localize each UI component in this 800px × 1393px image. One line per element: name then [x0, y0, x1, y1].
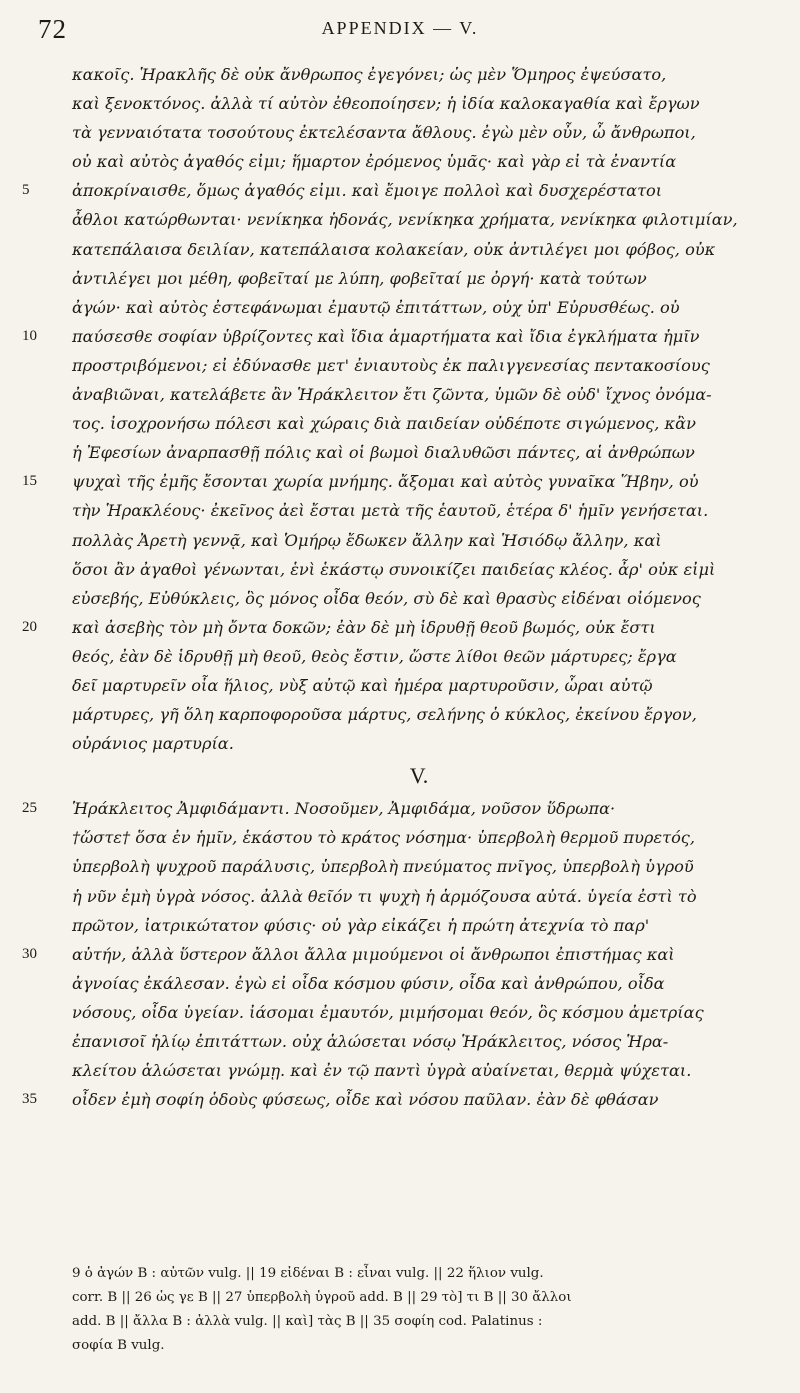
line-text: ἆθλοι κατώρθωνται· νενίκηκα ἡδονάς, νενίκηκα χρήματα, νενίκηκα φιλοτιμίαν,	[72, 210, 738, 230]
main-text	[22, 60, 766, 1114]
line-text: νόσους, οἶδα ὑγείαν. ἰάσομαι ἐμαυτόν, μιμήσομαι θεόν, ὃς κόσμου ἀμετρίας	[72, 1002, 704, 1022]
line-text: ὅσοι ἂν ἀγαθοὶ γένωνται, ἑνὶ ἑκάστῳ συνοικίζει παιδείας κλέος. ἆρ' οὐκ εἰμὶ	[72, 559, 716, 579]
line-text: εὐσεβής, Εὐθύκλεις, ὃς μόνος οἶδα θεόν, σὺ δὲ καὶ θρασὺς εἰδέναι οἰόμενος	[72, 588, 701, 608]
text-line	[72, 998, 766, 1027]
letter-iv-text	[22, 60, 766, 758]
line-text: ἡ Ἐφεσίων ἀναρπασθῇ πόλις καὶ οἱ βωμοὶ διαλυθῶσι πάντες, αἱ ἀνθρώπων	[72, 443, 695, 463]
text-line	[22, 613, 766, 642]
page-number: 72	[38, 14, 67, 44]
text-line	[72, 911, 766, 940]
line-text: τὰ γενναιότατα τοσούτους ἐκτελέσαντα ἄθλους. ἐγὼ μὲν οὖν, ὦ ἄνθρωποι,	[72, 123, 696, 143]
footnote-line: add. B || ἄλλα B : ἀλλὰ vulg. || καὶ] τὰς B || 35 σοφίη cod. Palatinus :	[72, 1314, 543, 1329]
line-number: 15	[22, 473, 37, 490]
line-text: θεός, ἐὰν δὲ ἱδρυθῇ μὴ θεοῦ, θεὸς ἔστιν, ὥστε λίθοι θεῶν μάρτυρες; ἔργα	[72, 646, 677, 666]
text-line	[22, 467, 766, 496]
text-line	[72, 118, 766, 147]
line-text: οὐ καὶ αὐτὸς ἀγαθός εἰμι; ἥμαρτον ἐρόμενος ὑμᾶς· καὶ γὰρ εἰ τὰ ἐναντία	[72, 152, 677, 172]
line-text: ἀντιλέγει μοι μέθη, φοβεῖταί με λύπη, φοβεῖταί με ὀργή· κατὰ τούτων	[72, 268, 647, 288]
text-line	[22, 1085, 766, 1114]
line-number: 35	[22, 1091, 37, 1108]
text-line	[72, 852, 766, 881]
text-line	[72, 526, 766, 555]
text-line	[72, 729, 766, 758]
line-number: 25	[22, 800, 37, 817]
line-number: 20	[22, 618, 37, 635]
line-text: κακοῖς. Ἡρακλῆς δὲ οὐκ ἄνθρωπος ἐγεγόνει; ὡς μὲν Ὅμηρος ἐψεύσατο,	[72, 65, 667, 84]
line-text: πολλὰς Ἀρετὴ γεννᾷ, καὶ Ὁμήρῳ ἔδωκεν ἄλλην καὶ Ἡσιόδῳ ἄλλην, καὶ	[72, 530, 662, 550]
line-text: ἐπανισοῖ ἡλίῳ ἐπιτάττων. οὐχ ἁλώσεται νόσῳ Ἡράκλειτος, νόσος Ἡρα-	[72, 1032, 669, 1051]
footnote-line: corr. B || 26 ὡς γε B || 27 ὑπερβολὴ ὑγροῦ add. B || 29 τὸ] τι B || 30 ἄλλοι	[72, 1290, 572, 1305]
line-text: ἀναβιῶναι, κατελάβετε ἂν Ἡράκλειτον ἔτι ζῶντα, ὑμῶν δὲ οὐδ' ἴχνος ὀνόμα-	[72, 385, 712, 405]
line-text: οἶδεν ἐμὴ σοφίη ὁδοὺς φύσεως, οἶδε καὶ νόσου παῦλαν. ἐὰν δὲ φθάσαν	[72, 1090, 659, 1110]
text-line	[72, 642, 766, 671]
line-number: 10	[22, 327, 37, 344]
text-line	[72, 205, 766, 234]
text-line	[72, 1027, 766, 1056]
footnote-line: σοφία B vulg.	[72, 1338, 165, 1353]
page-header	[38, 14, 762, 48]
text-line	[72, 882, 766, 911]
text-line	[22, 322, 766, 351]
text-line	[22, 940, 766, 969]
text-line	[72, 555, 766, 584]
text-line	[72, 147, 766, 176]
line-text: ἀγνοίας ἐκάλεσαν. ἐγὼ εἰ οἶδα κόσμου φύσιν, οἶδα καὶ ἀνθρώπου, οἶδα	[72, 973, 665, 993]
line-text: παύσεσθε σοφίαν ὑβρίζοντες καὶ ἴδια ἁμαρτήματα καὶ ἴδια ἐγκλήματα ἡμῖν	[72, 326, 700, 346]
line-number: 5	[22, 182, 30, 199]
line-text: κλείτου ἁλώσεται γνώμῃ. καὶ ἐν τῷ παντὶ ὑγρὰ αὐαίνεται, θερμὰ ψύχεται.	[72, 1061, 692, 1081]
line-text: μάρτυρες, γῆ ὅλη καρποφοροῦσα μάρτυς, σελήνης ὁ κύκλος, ἐκείνου ἔργον,	[72, 705, 697, 725]
text-line	[72, 293, 766, 322]
line-text: πρῶτον, ἰατρικώτατον φύσις· οὐ γὰρ εἰκάζει ἡ πρώτη ἀτεχνία τὸ παρ'	[72, 915, 650, 935]
letter-v-text	[22, 794, 766, 1114]
text-line	[72, 700, 766, 729]
line-text: ἀγών· καὶ αὐτὸς ἐστεφάνωμαι ἐμαυτῷ ἐπιτάττων, οὐχ ὑπ' Εὐρυσθέως. οὐ	[72, 297, 680, 317]
line-text: οὐράνιος μαρτυρία.	[72, 734, 234, 754]
running-head: APPENDIX — V.	[321, 18, 479, 38]
text-line	[22, 176, 766, 205]
line-text: †ὥστε† ὅσα ἐν ἡμῖν, ἑκάστου τὸ κράτος νόσημα· ὑπερβολὴ θερμοῦ πυρετός,	[72, 828, 696, 848]
line-text: αὐτήν, ἀλλὰ ὕστερον ἄλλοι ἄλλα μιμούμενοι οἱ ἄνθρωποι ἐπιστήμας καὶ	[72, 944, 675, 964]
line-text: κατεπάλαισα δειλίαν, κατεπάλαισα κολακείαν, οὐκ ἀντιλέγει μοι φόβος, οὐκ	[72, 239, 716, 259]
line-text: ἡ νῦν ἐμὴ ὑγρὰ νόσος. ἀλλὰ θεῖόν τι ψυχὴ ἡ ἁρμόζουσα αὐτά. ὑγεία ἐστὶ τὸ	[72, 886, 697, 906]
text-line	[72, 351, 766, 380]
line-text: ὑπερβολὴ ψυχροῦ παράλυσις, ὑπερβολὴ πνεύματος πνῖγος, ὑπερβολὴ ὑγροῦ	[72, 857, 694, 877]
text-line	[72, 409, 766, 438]
line-text: καὶ ξενοκτόνος. ἀλλὰ τί αὐτὸν ἐθεοποίησεν; ἡ ἰδία καλοκαγαθία καὶ ἔργων	[72, 94, 700, 114]
line-number: 30	[22, 945, 37, 962]
line-text: ψυχαὶ τῆς ἐμῆς ἔσονται χωρία μνήμης. ἄξομαι καὶ αὐτὸς γυναῖκα Ἥβην, οὐ	[72, 472, 699, 492]
text-line	[72, 438, 766, 467]
text-line	[72, 235, 766, 264]
text-line	[72, 264, 766, 293]
line-text: δεῖ μαρτυρεῖν οἷα ἥλιος, νὺξ αὐτῷ καὶ ἡμέρα μαρτυροῦσιν, ὧραι αὐτῷ	[72, 675, 653, 695]
text-line	[72, 60, 766, 89]
line-text: Ἡράκλειτος Ἀμφιδάμαντι. Νοσοῦμεν, Ἀμφιδάμα, νοῦσον ὕδρωπα·	[72, 799, 616, 819]
text-line	[72, 496, 766, 525]
section-heading: V.	[409, 763, 429, 789]
line-text: προστριβόμενοι; εἰ ἐδύνασθε μετ' ἐνιαυτοὺς ἐκ παλιγγενεσίας πεντακοσίους	[72, 355, 710, 375]
text-line	[72, 671, 766, 700]
line-text: καὶ ἀσεβὴς τὸν μὴ ὄντα δοκῶν; ἐὰν δὲ μὴ ἱδρυθῇ θεοῦ βωμός, οὐκ ἔστι	[72, 617, 656, 637]
line-text: ἀποκρίναισθε, ὅμως ἀγαθός εἰμι. καὶ ἔμοιγε πολλοὶ καὶ δυσχερέστατοι	[72, 181, 663, 201]
text-line	[72, 1056, 766, 1085]
text-line	[72, 89, 766, 118]
text-line	[22, 794, 766, 823]
text-line	[72, 823, 766, 852]
line-text: τὴν Ἡρακλέους· ἐκεῖνος ἀεὶ ἔσται μετὰ τῆς ἑαυτοῦ, ἑτέρα δ' ἡμῖν γενήσεται.	[72, 501, 709, 521]
footnote-line: 9 ὁ ἀγών B : αὐτῶν vulg. || 19 εἰδέναι B : εἶναι vulg. || 22 ἥλιον vulg.	[72, 1266, 544, 1281]
text-line	[72, 969, 766, 998]
line-text: τος. ἰσοχρονήσω πόλεσι καὶ χώραις διὰ παιδείαν οὐδέποτε σιγώμενος, κἂν	[72, 414, 696, 434]
footnotes	[72, 1262, 766, 1358]
text-line	[72, 584, 766, 613]
text-line	[72, 380, 766, 409]
